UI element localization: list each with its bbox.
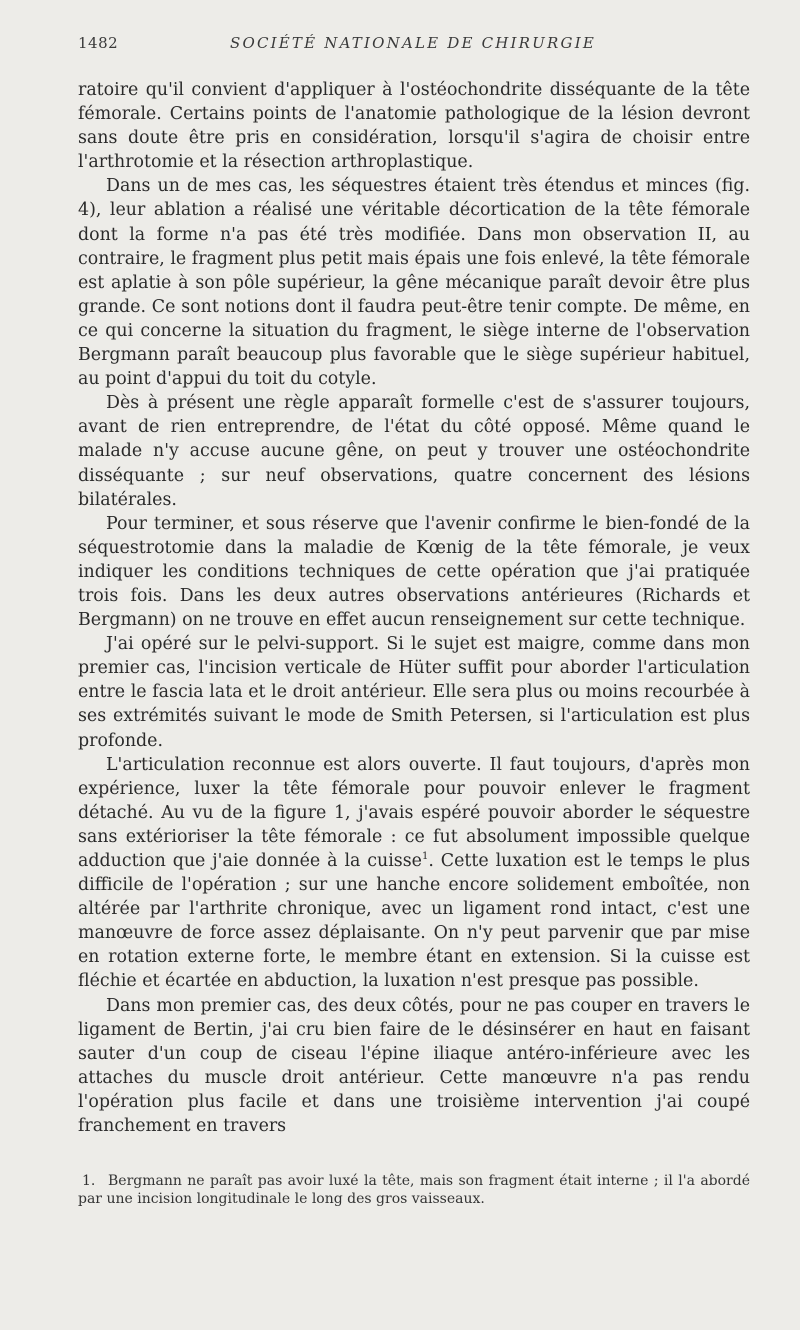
paragraph-1: ratoire qu'il convient d'appliquer à l'ostéochondrite disséquante de la tête fémorale. Certains points de l'anatomie pathologique de la lésion devront sans doute être pris en considération, lorsqu'il s'agira de choisir entre l'arthrotomie et la résection arthroplastique.	[78, 80, 750, 173]
footnote-number: 1.	[82, 1173, 96, 1189]
paragraph-4: Pour terminer, et sous réserve que l'avenir confirme le bien-fondé de la séquestrotomie dans la maladie de Kœnig de la tête fémorale, je veux indiquer les conditions techniques de cette opération que j'ai pratiquée trois fois. Dans les deux autres observations antérieures (Richards et Bergmann) on ne trouve en effet aucun renseignement sur cette technique.	[78, 513, 750, 631]
footnote-text: Bergmann ne paraît pas avoir luxé la tête, mais son fragment était interne ; il l'a abordé par une incision longitudinale le long des gros vaisseaux.	[78, 1173, 750, 1207]
paragraph-5: J'ai opéré sur le pelvi-support. Si le sujet est maigre, comme dans mon premier cas, l'incision verticale de Hüter suffit pour aborder l'articulation entre le fascia lata et le droit antérieur. Elle sera plus ou moins recourbée à ses extrémités suivant le mode de Smith Petersen, si l'articulation est plus profonde.	[78, 634, 750, 751]
paragraph-6-text-a: L'articulation reconnue est alors ouverte. Il faut toujours, d'après mon expérience, luxer la tête fémorale pour pouvoir enlever le fragment détaché. Au vu de la figure 1, j'avais espéré pouvoir aborder le séquestre sans extérioriser la tête fémorale : ce fut absolument impossible quelque adduction que j'aie donnée à la cuisse	[78, 754, 750, 871]
footnote-reference: 1	[421, 851, 429, 863]
paragraph-7: Dans mon premier cas, des deux côtés, pour ne pas couper en travers le ligament de Bertin, j'ai cru bien faire de le désinsérer en haut en faisant sauter d'un coup de ciseau l'épine iliaque antéro-inférieure avec les attaches du muscle droit antérieur. Cette manœuvre n'a pas rendu l'opération plus facile et dans une troisième intervention j'ai coupé franchement en travers	[78, 995, 750, 1137]
body-text	[78, 78, 750, 1138]
paragraph-6	[78, 753, 750, 994]
page-header	[78, 34, 750, 56]
running-title: SOCIÉTÉ NATIONALE DE CHIRURGIE	[230, 34, 596, 52]
paragraph-6-text-b: . Cette luxation est le temps le plus difficile de l'opération ; sur une hanche encore solidement emboîtée, non altérée par l'arthrite chronique, avec un ligament rond intact, c'est une manœuvre de force assez déplaisante. On n'y peut parvenir que par mise en rotation externe forte, le membre étant en extension. Si la cuisse est fléchie et écartée en abduction, la luxation n'est presque pas possible.	[78, 851, 751, 992]
footnote	[78, 1172, 750, 1208]
paragraph-2: Dans un de mes cas, les séquestres étaient très étendus et minces (fig. 4), leur ablation a réalisé une véritable décortication de la tête fémorale dont la forme n'a pas été très modifiée. Dans mon observation II, au contraire, le fragment plus petit mais épais une fois enlevé, la tête fémorale est aplatie à son pôle supérieur, la gêne mécanique paraît devoir être plus grande. Ce sont notions dont il faudra peut-être tenir compte. De même, en ce qui concerne la situation du fragment, le siège interne de l'observation Bergmann paraît beaucoup plus favorable que le siège supérieur habituel, au point d'appui du toit du cotyle.	[78, 176, 750, 390]
page-number: 1482	[78, 34, 119, 52]
paragraph-3: Dès à présent une règle apparaît formelle c'est de s'assurer toujours, avant de rien entreprendre, de l'état du côté opposé. Même quand le malade n'y accuse aucune gêne, on peut y trouver une ostéochondrite disséquante ; sur neuf observations, quatre concernent des lésions bilatérales.	[78, 393, 750, 510]
